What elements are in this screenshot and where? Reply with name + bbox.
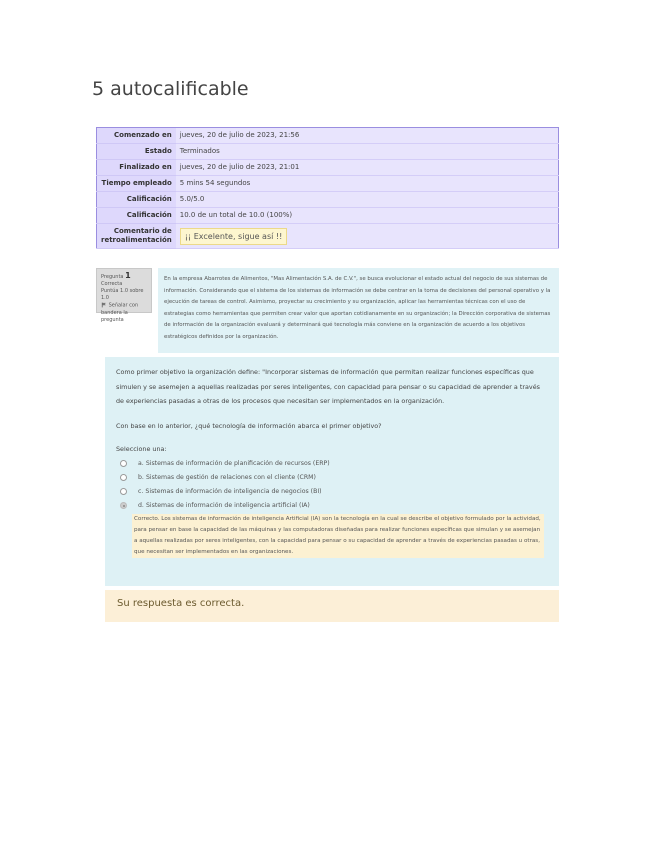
summary-label: Calificación	[97, 192, 176, 208]
summary-value: 10.0 de un total de 10.0 (100%)	[176, 208, 559, 224]
general-feedback: Su respuesta es correcta.	[105, 590, 559, 622]
answer-letter: a.	[138, 460, 144, 467]
summary-value	[176, 224, 559, 249]
summary-row-grade	[97, 208, 559, 224]
answer-radio[interactable]	[120, 460, 127, 467]
summary-row-started	[97, 128, 559, 144]
answer-option-b[interactable]	[120, 471, 548, 485]
attempt-summary-table	[96, 127, 559, 249]
question-info	[96, 268, 152, 323]
summary-label: Comentario de retroalimentación	[97, 224, 176, 249]
page-title: 5 autocalificable	[92, 78, 249, 100]
answer-option-a[interactable]	[120, 457, 548, 471]
answer-radio[interactable]	[120, 488, 127, 495]
question-content	[105, 357, 559, 586]
question-number-value: 1	[125, 271, 131, 280]
summary-value: jueves, 20 de julio de 2023, 21:01	[176, 160, 559, 176]
answer-text: Sistemas de información de inteligencia de negocios (BI)	[145, 488, 322, 495]
answer-text: Sistemas de información de planificación de recursos (ERP)	[145, 460, 330, 467]
summary-label: Comenzado en	[97, 128, 176, 144]
answer-text: Sistemas de gestión de relaciones con el cliente (CRM)	[145, 474, 316, 481]
question-label: Pregunta	[101, 274, 124, 280]
summary-value: 5.0/5.0	[176, 192, 559, 208]
summary-value: Terminados	[176, 144, 559, 160]
summary-value: 5 mins 54 segundos	[176, 176, 559, 192]
summary-value: jueves, 20 de julio de 2023, 21:56	[176, 128, 559, 144]
answer-option-c[interactable]	[120, 485, 548, 499]
summary-row-marks	[97, 192, 559, 208]
flag-question-label: Señalar con bandera la pregunta	[101, 302, 139, 323]
question-number	[101, 272, 147, 281]
answer-letter: c.	[138, 488, 144, 495]
summary-row-feedback	[97, 224, 559, 249]
answer-letter: d.	[138, 502, 144, 509]
question-text: Como primer objetivo la organización define: "Incorporar sistemas de información que permitan realizar funciones específicas que simulen y se asemejen a aquellas realizadas por seres inteligentes, con capacidad para pensar o su capacidad de aprender a través de experiencias pasadas a otras de los procesos que necesitan ser implementados en la organización.	[116, 368, 540, 405]
summary-row-finished	[97, 160, 559, 176]
question-score: Puntúa 1.0 sobre 1.0	[101, 288, 144, 301]
select-one-label: Seleccione una:	[116, 444, 167, 453]
summary-row-state	[97, 144, 559, 160]
answer-text: Sistemas de información de inteligencia artificial (IA)	[145, 502, 310, 509]
summary-row-time	[97, 176, 559, 192]
summary-label: Calificación	[97, 208, 176, 224]
answer-radio[interactable]	[120, 474, 127, 481]
summary-label: Tiempo empleado	[97, 176, 176, 192]
flag-icon	[101, 302, 107, 308]
question-context: En la empresa Abarrotes de Alimentos, "Mas Alimentación S.A. de C.V.", se busca evolucionar el estado actual del negocio de sus sistemas de información. Considerando que el sistema de los sistemas de información se debe centrar en la toma de decisiones del personal operativo y la ejecución de tareas de control. Asimismo, proyectar su crecimiento y su organización, aplicar las herramientas técnicas con el uso de estrategias como herramientas que permiten crear valor que aportan cotidianamente en su organización; la Dirección corporativa de sistemas de información de la organización evaluará y determinará qué tecnología más conviene en la organización de acuerdo a los objetivos estratégicos definidos por la organización.	[158, 268, 559, 353]
answer-letter: b.	[138, 474, 144, 481]
answer-radio-selected[interactable]	[120, 502, 127, 509]
question-state: Correcta	[101, 281, 123, 287]
summary-label: Estado	[97, 144, 176, 160]
specific-feedback: Correcto. Los sistemas de información de inteligencia Artificial (IA) son la tecnología en la cual se describe el objetivo formulado por la actividad, para pensar en base la capacidad de las máquinas y las computadoras diseñadas para realizar funciones específicas que simulan y se asemejan a aquellas realizadas por seres inteligentes, con la capacidad para pensar o su capacidad de aprender a través de experiencias pasadas u otras, que necesitan ser implementados en las organizaciones.	[132, 514, 544, 558]
summary-label: Finalizado en	[97, 160, 176, 176]
overall-feedback-box: ¡¡ Excelente, sigue así !!	[180, 228, 288, 245]
flag-question-link[interactable]	[101, 302, 147, 324]
answer-option-d[interactable]	[120, 499, 548, 513]
question-prompt-text: Con base en lo anterior, ¿qué tecnología de información abarca el primer objetivo?	[116, 421, 382, 430]
